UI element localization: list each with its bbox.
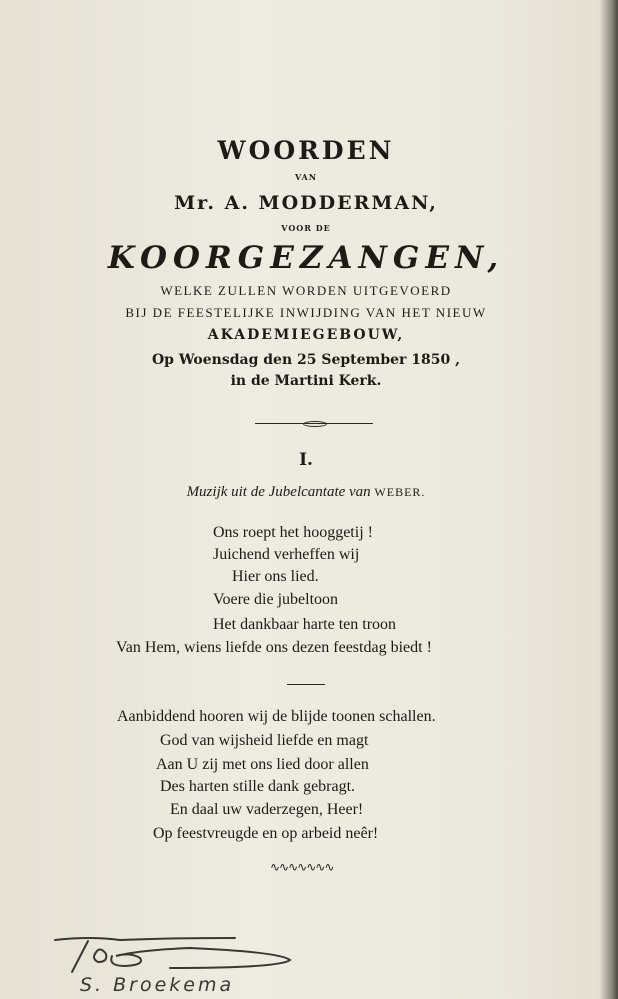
end-ornament: ∿∿∿∿∿∿∿ <box>270 860 334 874</box>
subtitle-line-2: BIJ DE FEESTELIJKE INWIJDING VAN HET NIEUW <box>125 305 487 320</box>
verse-line: En daal uw vaderzegen, Heer! <box>170 801 364 818</box>
document-title: WOORDEN <box>217 136 395 165</box>
caption-text: Muzijk uit de Jubelcantate van <box>186 484 371 500</box>
verse-line: Voere die jubeltoon <box>213 591 339 608</box>
verse-line: Ons roept het hooggetij ! <box>213 524 373 541</box>
handwritten-name: S. Broekema <box>80 974 235 996</box>
composer-name: WEBER. <box>374 485 426 499</box>
subject-title: KOORGEZANGEN, <box>107 240 505 276</box>
event-place: in de Martini Kerk. <box>230 373 382 389</box>
verse-line: Het dankbaar harte ten troon <box>213 616 397 633</box>
subtitle-line-1: WELKE ZULLEN WORDEN UITGEVOERD <box>160 283 452 298</box>
verse-line: Aanbiddend hooren wij de blijde toonen schallen. <box>117 708 436 725</box>
building-name: AKADEMIEGEBOUW, <box>207 327 405 343</box>
verse-line: Juichend verheffen wij <box>213 546 360 563</box>
verse-line: God van wijsheid liefde en magt <box>160 732 369 749</box>
author-name: Mr. A. MODDERMAN, <box>174 192 438 214</box>
verse-line: Van Hem, wiens liefde ons dezen feestdag biedt ! <box>116 639 432 656</box>
event-date: Op Woensdag den 25 September 1850 , <box>151 352 461 368</box>
verse-line: Des harten stille dank gebragt. <box>160 778 356 795</box>
ornament-rule <box>255 422 373 426</box>
verse-line: Hier ons lied. <box>232 568 319 585</box>
stanza-divider <box>287 684 325 685</box>
verse-line: Op feestvreugde en op arbeid neêr! <box>153 825 379 842</box>
section-number: I. <box>299 450 313 470</box>
verse-line: Aan U zij met ons lied door allen <box>156 756 369 773</box>
section-caption <box>0 484 612 501</box>
handwritten-signature <box>50 932 310 977</box>
voor-de-label: VOOR DE <box>281 223 331 233</box>
van-label: VAN <box>294 172 318 182</box>
